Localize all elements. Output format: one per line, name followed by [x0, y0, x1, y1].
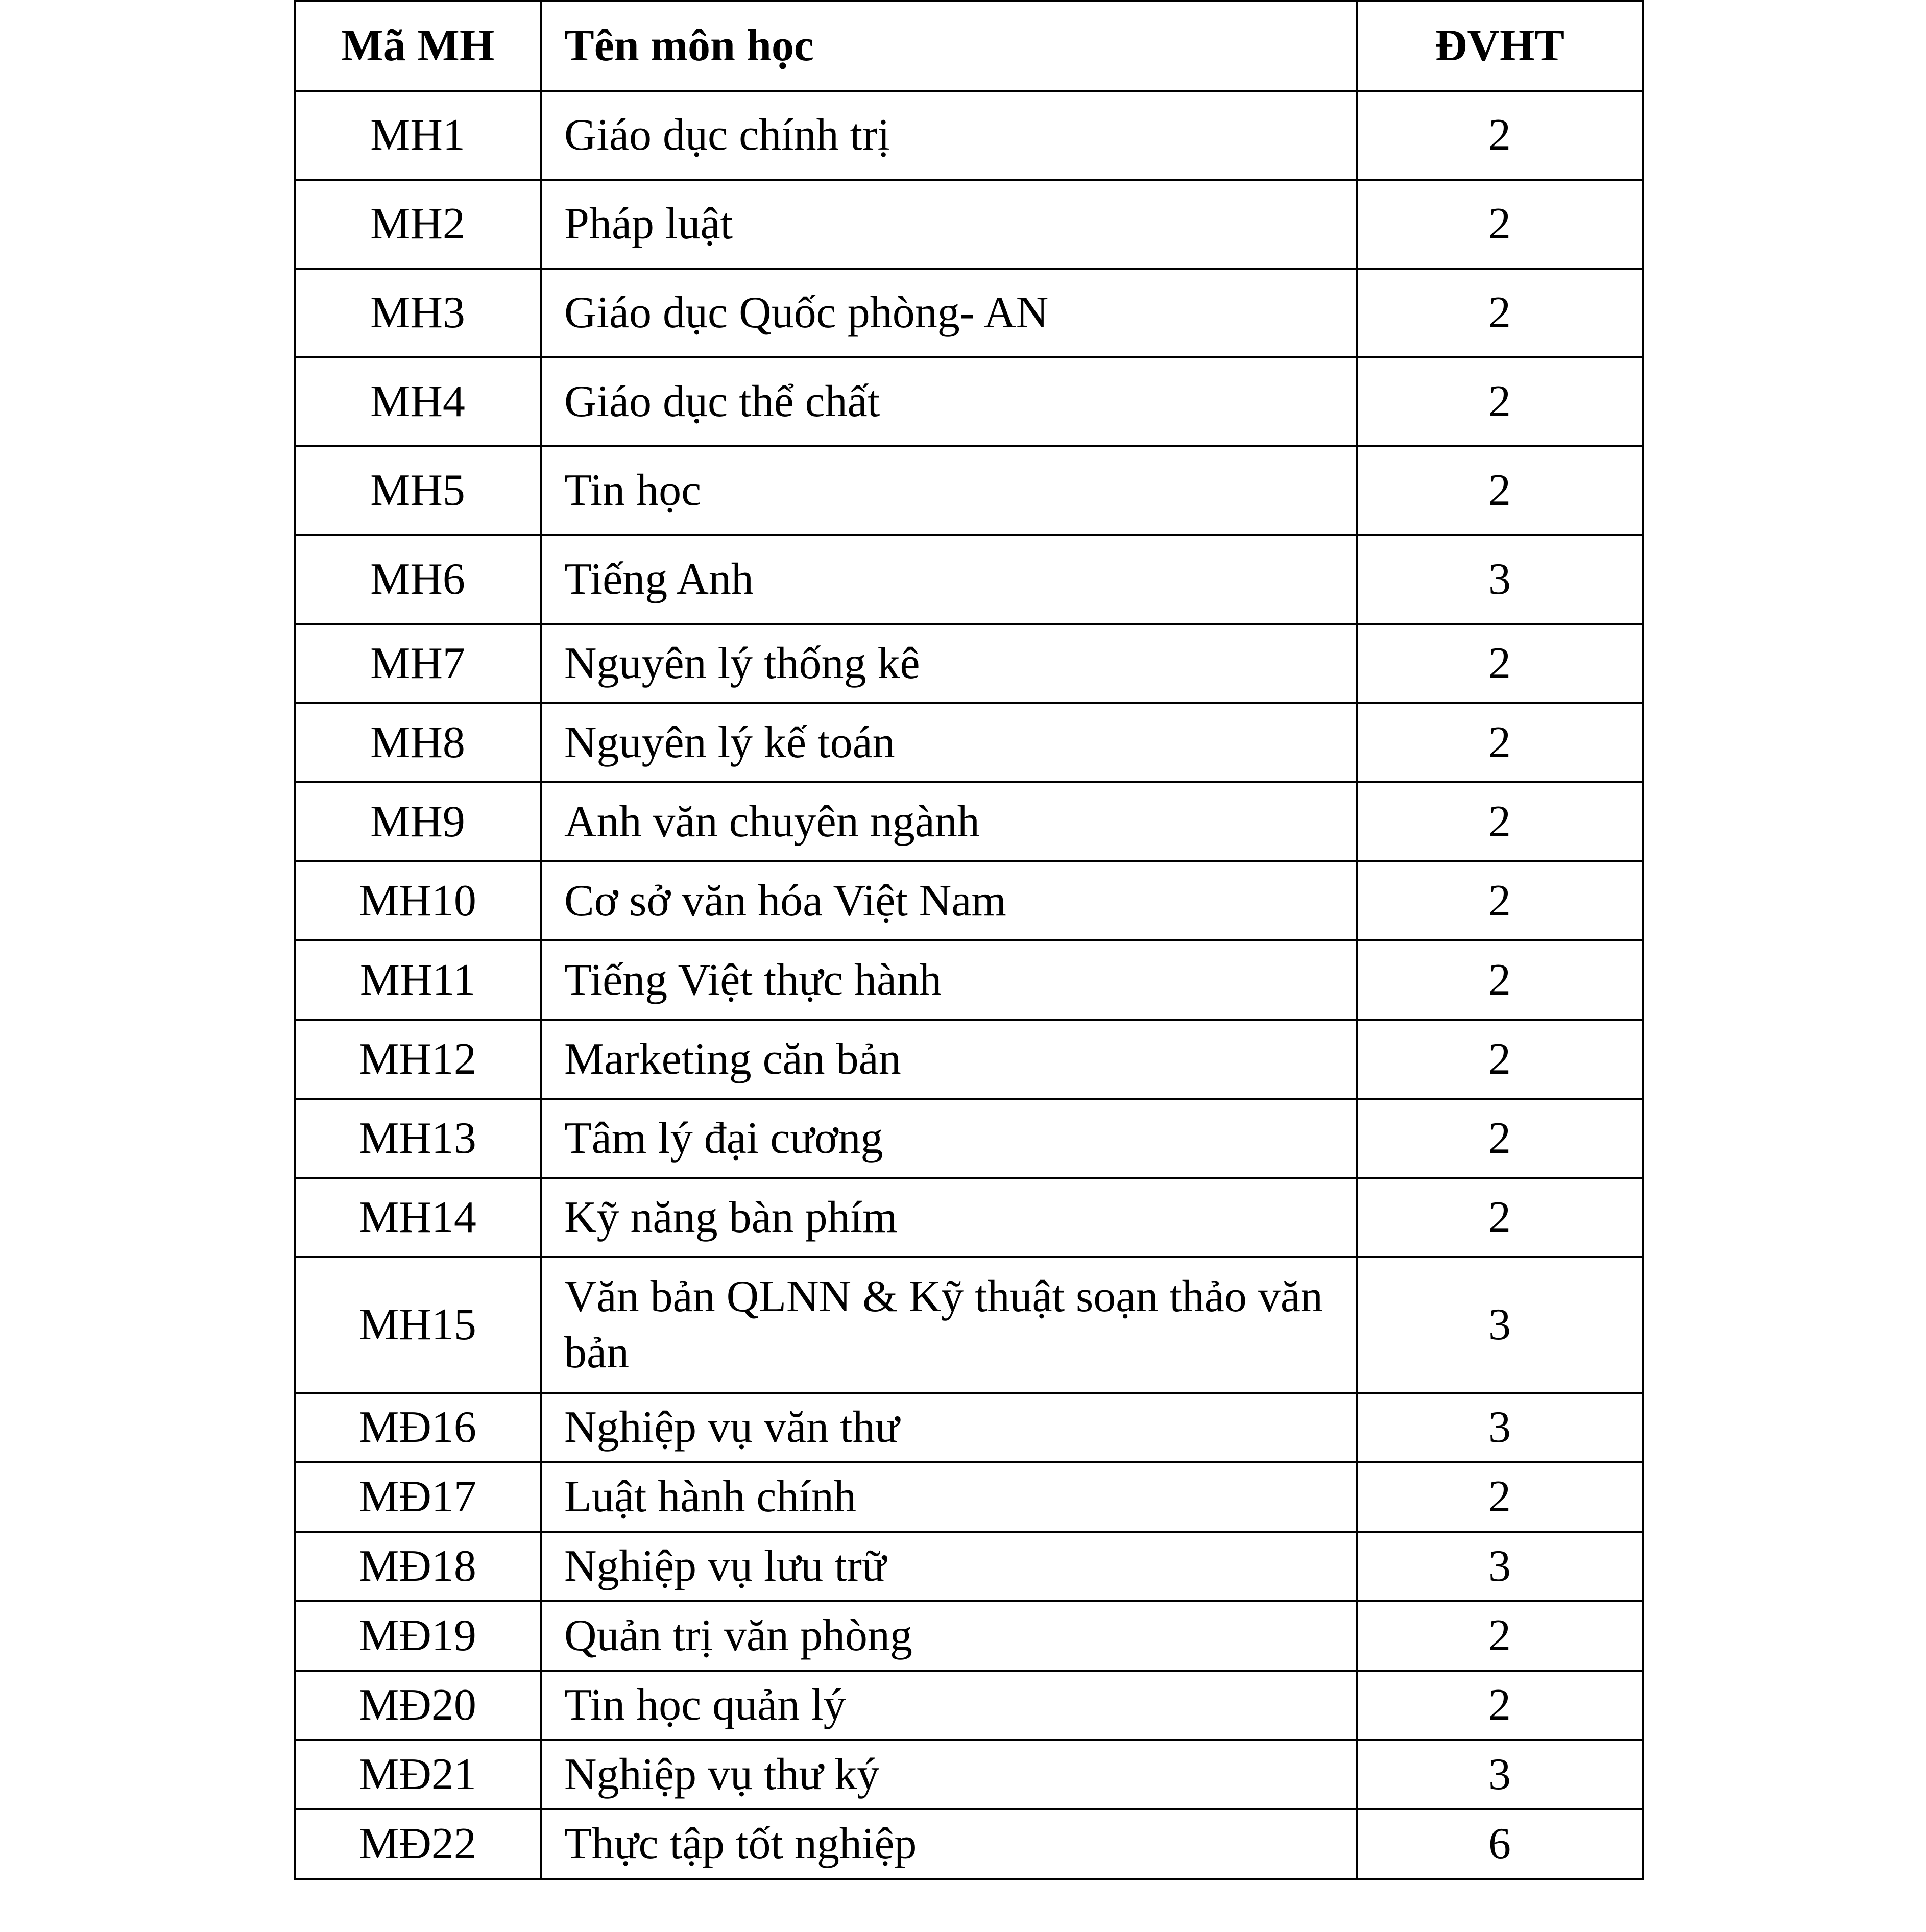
- cell-code: MH4: [295, 357, 541, 446]
- cell-code: MH2: [295, 180, 541, 269]
- cell-code: MĐ18: [295, 1532, 541, 1601]
- cell-code: MĐ20: [295, 1671, 541, 1740]
- cell-units: 2: [1357, 180, 1643, 269]
- cell-units: 3: [1357, 1740, 1643, 1809]
- table-row: [295, 91, 1643, 180]
- cell-units: 2: [1357, 1601, 1643, 1671]
- cell-name: Giáo dục thể chất: [541, 357, 1357, 446]
- cell-units: 2: [1357, 703, 1643, 782]
- table-row: [295, 861, 1643, 940]
- table-row: [295, 1671, 1643, 1740]
- cell-units: 2: [1357, 91, 1643, 180]
- cell-name: Quản trị văn phòng: [541, 1601, 1357, 1671]
- table-row: [295, 1462, 1643, 1532]
- cell-code: MH12: [295, 1020, 541, 1099]
- table-row: [295, 624, 1643, 703]
- cell-units: 2: [1357, 446, 1643, 535]
- table-row: [295, 357, 1643, 446]
- cell-code: MH10: [295, 861, 541, 940]
- cell-code: MĐ19: [295, 1601, 541, 1671]
- cell-name: Tin học quản lý: [541, 1671, 1357, 1740]
- cell-name: Nghiệp vụ văn thư: [541, 1393, 1357, 1462]
- cell-name: Anh văn chuyên ngành: [541, 782, 1357, 861]
- column-header-code: Mã MH: [295, 1, 541, 91]
- cell-units: 2: [1357, 1099, 1643, 1178]
- column-header-units: ĐVHT: [1357, 1, 1643, 91]
- cell-code: MĐ17: [295, 1462, 541, 1532]
- cell-code: MĐ21: [295, 1740, 541, 1809]
- cell-code: MH15: [295, 1257, 541, 1393]
- cell-name: Cơ sở văn hóa Việt Nam: [541, 861, 1357, 940]
- cell-code: MH6: [295, 535, 541, 624]
- table-row: [295, 1257, 1643, 1393]
- cell-code: MH14: [295, 1178, 541, 1257]
- table-row: [295, 1601, 1643, 1671]
- cell-units: 2: [1357, 1462, 1643, 1532]
- cell-units: 2: [1357, 357, 1643, 446]
- table-row: [295, 703, 1643, 782]
- table-body: [295, 91, 1643, 1879]
- cell-units: 3: [1357, 1257, 1643, 1393]
- cell-name: Tin học: [541, 446, 1357, 535]
- table-row: [295, 1740, 1643, 1809]
- table-row: [295, 180, 1643, 269]
- cell-code: MĐ22: [295, 1809, 541, 1879]
- cell-units: 2: [1357, 1671, 1643, 1740]
- table-row: [295, 1099, 1643, 1178]
- cell-name: Văn bản QLNN & Kỹ thuật soạn thảo văn bản: [541, 1257, 1357, 1393]
- table-row: [295, 1809, 1643, 1879]
- cell-code: MH1: [295, 91, 541, 180]
- cell-units: 2: [1357, 861, 1643, 940]
- cell-code: MH9: [295, 782, 541, 861]
- table-row: [295, 940, 1643, 1020]
- table-header: [295, 1, 1643, 91]
- table-row: [295, 269, 1643, 357]
- cell-name: Giáo dục chính trị: [541, 91, 1357, 180]
- cell-code: MH7: [295, 624, 541, 703]
- cell-code: MH11: [295, 940, 541, 1020]
- cell-units: 3: [1357, 535, 1643, 624]
- cell-name: Giáo dục Quốc phòng- AN: [541, 269, 1357, 357]
- table-row: [295, 782, 1643, 861]
- cell-units: 2: [1357, 269, 1643, 357]
- table-row: [295, 1393, 1643, 1462]
- cell-units: 3: [1357, 1393, 1643, 1462]
- course-table-container: [294, 0, 1642, 1880]
- cell-units: 2: [1357, 782, 1643, 861]
- cell-units: 2: [1357, 1178, 1643, 1257]
- cell-units: 3: [1357, 1532, 1643, 1601]
- header-row: [295, 1, 1643, 91]
- cell-name: Nguyên lý kế toán: [541, 703, 1357, 782]
- cell-name: Nghiệp vụ lưu trữ: [541, 1532, 1357, 1601]
- cell-units: 6: [1357, 1809, 1643, 1879]
- cell-name: Thực tập tốt nghiệp: [541, 1809, 1357, 1879]
- column-header-name: Tên môn học: [541, 1, 1357, 91]
- cell-name: Pháp luật: [541, 180, 1357, 269]
- table-row: [295, 446, 1643, 535]
- cell-name: Luật hành chính: [541, 1462, 1357, 1532]
- cell-name: Tiếng Anh: [541, 535, 1357, 624]
- cell-units: 2: [1357, 1020, 1643, 1099]
- cell-name: Nghiệp vụ thư ký: [541, 1740, 1357, 1809]
- table-row: [295, 1178, 1643, 1257]
- cell-units: 2: [1357, 940, 1643, 1020]
- table-row: [295, 1532, 1643, 1601]
- cell-name: Tiếng Việt thực hành: [541, 940, 1357, 1020]
- cell-name: Nguyên lý thống kê: [541, 624, 1357, 703]
- table-row: [295, 535, 1643, 624]
- cell-units: 2: [1357, 624, 1643, 703]
- cell-code: MH5: [295, 446, 541, 535]
- cell-name: Tâm lý đại cương: [541, 1099, 1357, 1178]
- cell-name: Marketing căn bản: [541, 1020, 1357, 1099]
- cell-code: MĐ16: [295, 1393, 541, 1462]
- cell-code: MH3: [295, 269, 541, 357]
- cell-name: Kỹ năng bàn phím: [541, 1178, 1357, 1257]
- cell-code: MH13: [295, 1099, 541, 1178]
- cell-code: MH8: [295, 703, 541, 782]
- table-row: [295, 1020, 1643, 1099]
- course-table: [294, 0, 1644, 1880]
